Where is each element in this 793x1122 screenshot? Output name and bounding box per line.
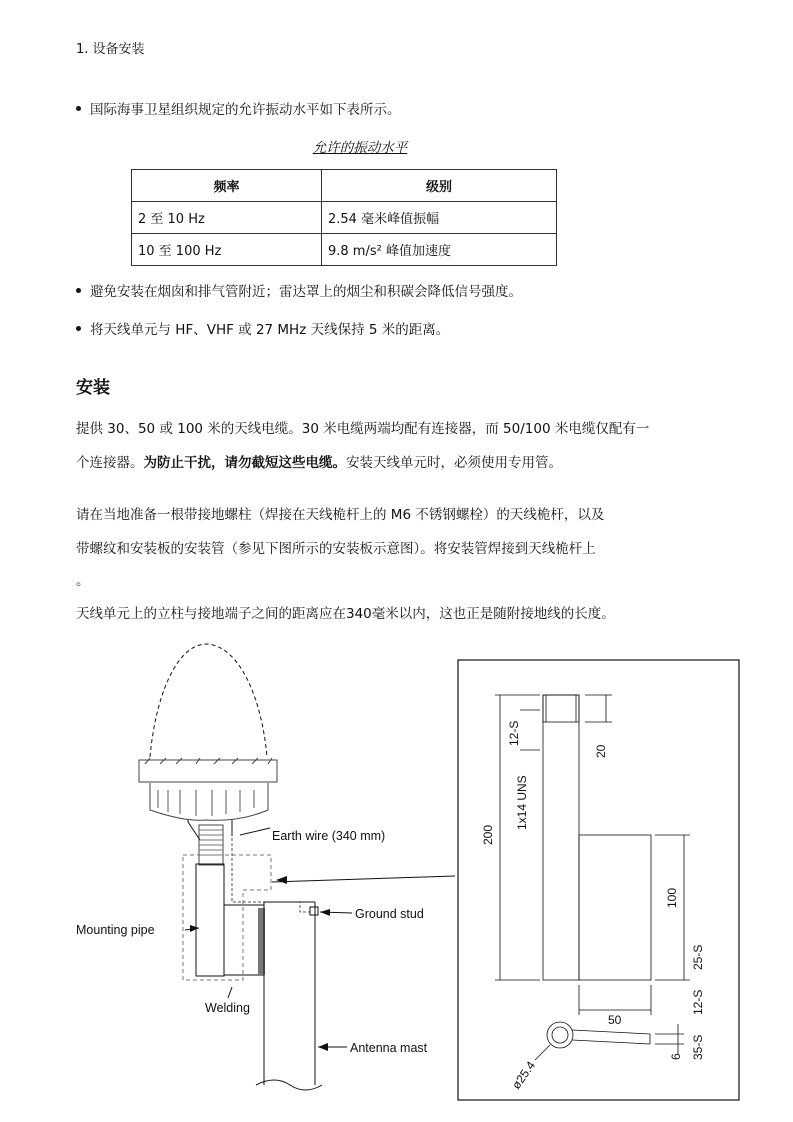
bullet-chimney [76, 280, 522, 300]
detail-finish-25s: 25-S [691, 944, 705, 970]
label-mounting-pipe: Mounting pipe [76, 923, 155, 937]
vibration-table [131, 169, 557, 266]
table-row [132, 202, 557, 234]
bullet-text: 将天线单元与 HF、VHF 或 27 MHz 天线保持 5 米的距离。 [90, 322, 450, 338]
table-header-frequency: 频率 [132, 170, 322, 202]
bullet-text: 避免安装在烟囱和排气管附近；雷达罩上的烟尘和积碳会降低信号强度。 [90, 284, 522, 300]
detail-plate [579, 835, 651, 980]
radome-outline [150, 644, 267, 757]
install-heading: 安装 [76, 378, 110, 398]
detail-thread-spec: 1x14 UNS [515, 775, 529, 830]
para-bold-warning: 为防止干扰，请勿截短这些电缆。 [143, 455, 346, 471]
bullet-vibration-intro [76, 98, 401, 118]
table-cell: 10 至 100 Hz [132, 234, 322, 266]
ground-stud [310, 907, 318, 915]
bullet-dot [76, 326, 81, 331]
label-antenna-mast: Antenna mast [350, 1041, 428, 1055]
detail-finish-12s: 12-S [691, 989, 705, 1015]
detail-pipe [543, 695, 579, 980]
install-para1-line2 [76, 451, 562, 471]
install-para2-line2: 带螺纹和安装板的安装管（参见下图所示的安装板示意图）。将安装管焊接到天线桅杆上 [76, 541, 596, 557]
mounting-pipe [196, 864, 224, 976]
bullet-text: 国际海事卫星组织规定的允许振动水平如下表所示。 [90, 102, 401, 118]
bullet-dot [76, 288, 81, 293]
label-ground-stud: Ground stud [355, 907, 424, 921]
section-header: 1. 设备安装 [76, 42, 145, 57]
table-row [132, 234, 557, 266]
antenna-mast [264, 902, 315, 1085]
install-para3: 天线单元上的立柱与接地端子之间的距离应在340毫米以内，这也正是随附接地线的长度。 [76, 606, 615, 622]
bullet-dot [76, 106, 81, 111]
detail-finish-top: 12-S [507, 720, 521, 746]
para-text: 个连接器。 [76, 455, 144, 471]
label-earth-wire: Earth wire (340 mm) [272, 829, 386, 843]
table-cell: 2.54 毫米峰值振幅 [322, 202, 557, 234]
installation-figure [0, 640, 793, 1110]
radome-base [139, 760, 277, 782]
table-caption: 允许的振动水平 [312, 140, 408, 156]
detail-pipe-thread [543, 695, 579, 722]
detail-dim-20: 20 [594, 744, 608, 758]
install-para2-line1: 请在当地准备一根带接地螺柱（焊接在天线桅杆上的 M6 不锈钢螺栓）的天线桅杆，以及 [76, 507, 605, 523]
detail-dim-200: 200 [481, 824, 495, 845]
detail-dim-100: 100 [665, 887, 679, 908]
para-text: 安装天线单元时，必须使用专用管。 [346, 455, 562, 471]
label-welding: Welding [205, 1001, 250, 1015]
detail-dim-50: 50 [608, 1013, 622, 1027]
install-para1-line1: 提供 30、50 或 100 米的天线电缆。30 米电缆两端均配有连接器，而 50/100 米电缆仅配有一 [76, 421, 650, 437]
table-header-row [132, 170, 557, 202]
table-header-level: 级别 [322, 170, 557, 202]
table-cell: 9.8 m/s² 峰值加速度 [322, 234, 557, 266]
table-cell: 2 至 10 Hz [132, 202, 322, 234]
detail-ring [547, 1022, 573, 1048]
detail-dim-6: 6 [669, 1053, 683, 1060]
install-para2-line3: 。 [76, 573, 90, 589]
detail-finish-35s: 35-S [691, 1034, 705, 1060]
bullet-distance [76, 318, 449, 338]
detail-diameter: ø25.4 [508, 1058, 539, 1092]
